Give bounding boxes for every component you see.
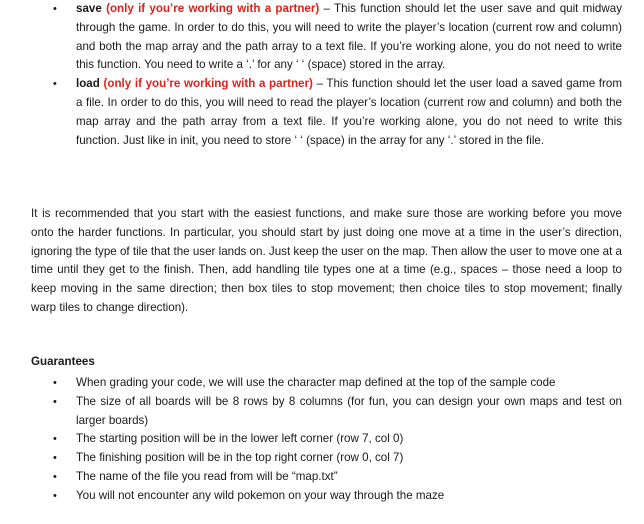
function-qualifier: (only if you’re working with a partner): [103, 77, 313, 91]
function-name: save: [76, 2, 102, 15]
list-item: [0, 430, 644, 449]
guarantee-text: The name of the file you read from will be “map.txt”: [76, 469, 338, 483]
bullet-icon: •: [53, 377, 57, 389]
list-item: [0, 449, 644, 468]
bullet-icon: •: [53, 395, 57, 408]
bullet-icon: •: [53, 489, 57, 502]
list-item: [0, 468, 644, 487]
bullet-icon: •: [53, 470, 57, 483]
guarantee-text: The starting position will be in the lower left corner (row 7, col 0): [76, 432, 404, 446]
function-qualifier: (only if you’re working with a partner): [106, 2, 320, 15]
recommendation-paragraph: It is recommended that you start with the easiest functions, and make sure those are working before you move onto the harder functions. In particular, you should start by just doing one move at a time in the user’s direction, ignoring the type of tile that the user lands on. Just keep the user on the map. Then allow the user to move one at a time until they get to the finish. Then, add handling tile types one at a time (e.g., spaces – those need a loop to keep moving in the same direction; then box tiles to stop movement; then choice tiles to stop movement; finally warp tiles to change direction).: [31, 207, 622, 314]
guarantee-text: You will not encounter any wild pokemon on your way through the maze: [76, 488, 445, 502]
list-item: [0, 374, 644, 393]
bullet-icon: •: [53, 452, 57, 465]
function-name: load: [76, 77, 100, 91]
list-item: [0, 393, 644, 431]
guarantees-list: [0, 374, 644, 506]
bullet-icon: •: [53, 3, 57, 15]
list-item: [0, 487, 644, 506]
guarantee-text: When grading your code, we will use the character map defined at the top of the sample code: [76, 376, 556, 389]
bullet-icon: •: [53, 433, 57, 446]
bullet-icon: •: [53, 78, 57, 91]
function-list: [0, 0, 644, 150]
function-description: – This function should let the user save and quit midway through the game. In order to do this, you will need to write the player’s location (current row and column) and both the map array and the path array to a text file. If you’re working alone, you do not need to write this function. You need to write a ‘.’ for any ‘ ‘ (space) stored in the array.: [76, 2, 622, 72]
function-description: – This function should let the user load a saved game from a file. In order to do this, you will need to read the player’s location (current row and column) and both the map array and the path array from a text file. If you’re working alone, you do not need to write this function. Just like in init, you need to store ‘ ‘ (space) in the array for any ‘.’ stored in the file.: [76, 77, 622, 147]
list-item-save: [0, 0, 644, 75]
guarantee-text: The size of all boards will be 8 rows by 8 columns (for fun, you can design your own maps and test on larger boards): [76, 394, 622, 427]
guarantee-text: The finishing position will be in the top right corner (row 0, col 7): [76, 451, 404, 465]
guarantees-heading: Guarantees: [31, 355, 95, 368]
list-item-load: [0, 75, 644, 150]
